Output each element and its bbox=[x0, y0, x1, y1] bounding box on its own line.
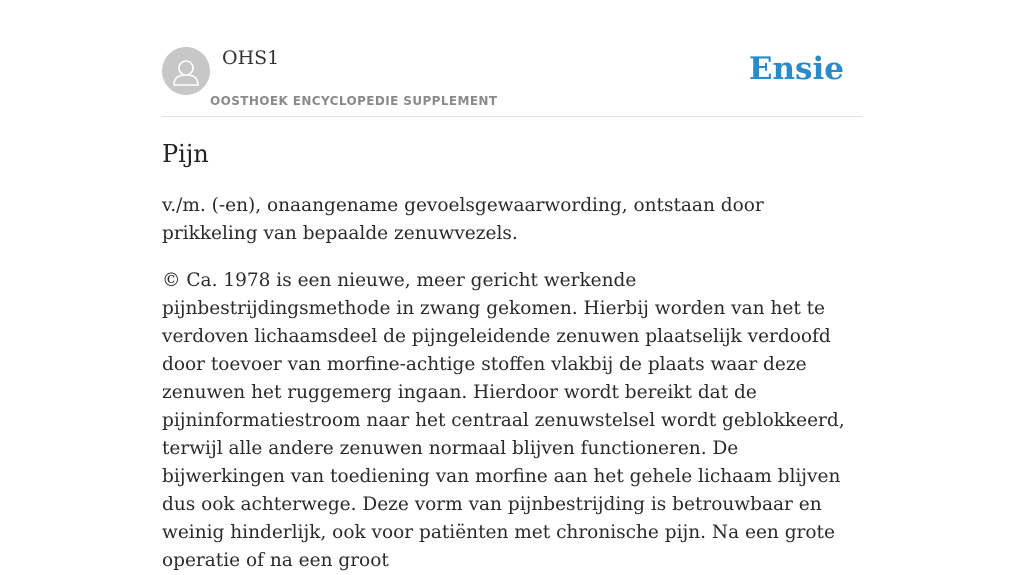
avatar[interactable] bbox=[162, 47, 210, 95]
header bbox=[162, 0, 862, 117]
article-paragraph: © Ca. 1978 is een nieuwe, meer gericht werkende pijnbestrijdingsmethode in zwang gekomen. Hierbij worden van het te verdoven lichaamsdeel de pijngeleidende zenuwen plaatselijk verdoofd door toevoer van morfine-achtige stoffen vlakbij de plaats waar deze zenuwen het ruggemerg ingaan. Hierdoor wordt bereikt dat de pijninformatiestroom naar het centraal zenuwstelsel wordt geblokkeerd, terwijl alle andere zenuwen normaal blijven functioneren. De bijwerkingen van toediening van morfine aan het gehele lichaam blijven dus ook achterwege. Deze vorm van pijnbestrijding is betrouwbaar en weinig hinderlijk, ook voor patiënten met chronische pijn. Na een grote operatie of na een groot bbox=[162, 270, 845, 571]
source-code[interactable]: OHS1 bbox=[222, 47, 280, 69]
source-name[interactable]: OOSTHOEK ENCYCLOPEDIE SUPPLEMENT bbox=[210, 94, 498, 108]
definition-paragraph: v./m. (-en), onaangename gevoelsgewaarwording, ontstaan door prikkeling van bepaalde zenuwvezels. bbox=[162, 195, 764, 244]
page-title: Pijn bbox=[162, 140, 209, 168]
user-icon bbox=[162, 47, 210, 95]
brand-logo[interactable]: Ensie bbox=[748, 51, 844, 87]
page bbox=[162, 0, 862, 571]
